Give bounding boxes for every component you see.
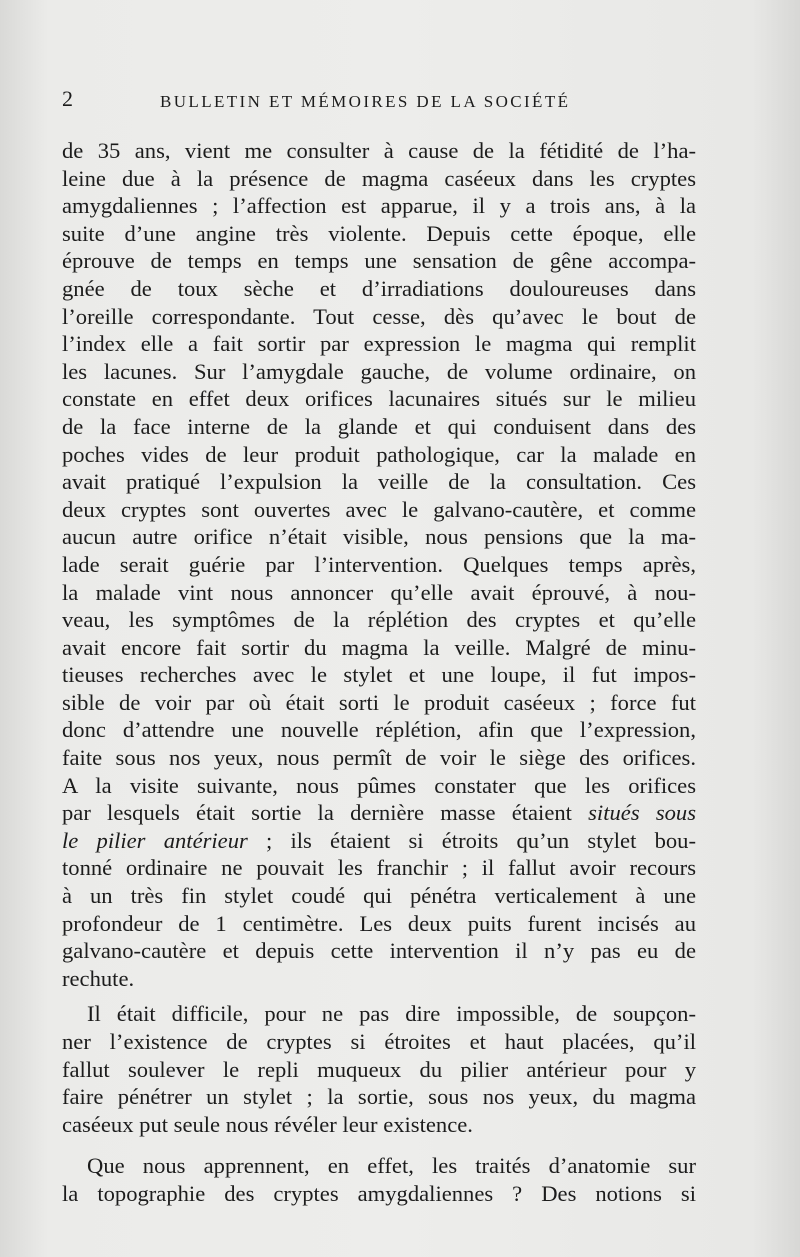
text-line: faite sous nos yeux, nous permît de voir le siège des orifices. — [62, 745, 696, 771]
text-line: de 35 ans, vient me consulter à cause de la fétidité de l’ha- — [62, 138, 696, 163]
text-line: avait encore fait sortir du magma la veille. Malgré de minu- — [62, 634, 696, 660]
text-line: deux cryptes sont ouvertes avec le galvano-cautère, et comme — [62, 496, 696, 522]
text-line: les lacunes. Sur l’amygdale gauche, de volume ordinaire, on — [62, 358, 696, 384]
text-line: de la face interne de la glande et qui conduisent dans des — [62, 413, 696, 439]
text-line: tieuses recherches avec le stylet et une loupe, il fut impos- — [62, 662, 696, 688]
text-line: A la visite suivante, nous pûmes constater que les orifices — [62, 772, 696, 798]
paragraph-gap — [62, 992, 696, 1000]
paragraph-1 — [62, 137, 696, 992]
text-span: ; ils étaient si étroits qu’un stylet bou- — [247, 827, 696, 853]
text-line: gnée de toux sèche et d’irradiations douloureuses dans — [62, 275, 696, 301]
text-line: lade serait guérie par l’intervention. Quelques temps après, — [62, 551, 696, 577]
text-line: Il était difficile, pour ne pas dire impossible, de soupçon- — [87, 1001, 696, 1027]
text-line: constate en effet deux orifices lacunaires situés sur le milieu — [62, 386, 696, 412]
text-line: poches vides de leur produit pathologique, car la malade en — [62, 441, 696, 467]
text-line: faire pénétrer un stylet ; la sortie, sous nos yeux, du magma — [62, 1084, 696, 1110]
text-line: tonné ordinaire ne pouvait les franchir ; il fallut avoir recours — [62, 855, 696, 881]
text-line: l’index elle a fait sortir par expression le magma qui remplit — [62, 331, 696, 357]
page-header — [62, 86, 704, 116]
text-line: galvano-cautère et depuis cette intervention il n’y pas eu de — [62, 938, 696, 964]
text-line: rechute. — [62, 965, 135, 991]
text-line-mixed — [62, 799, 696, 827]
text-line: éprouve de temps en temps une sensation de gêne accompa- — [62, 248, 696, 274]
italic-span: situés sous — [588, 800, 696, 826]
text-line: amygdaliennes ; l’affection est apparue, il y a trois ans, à la — [62, 193, 696, 219]
text-line: donc d’attendre une nouvelle réplétion, afin que l’expression, — [62, 717, 696, 743]
text-line: fallut soulever le repli muqueux du pilier antérieur pour y — [62, 1056, 696, 1082]
text-line: leine due à la présence de magma caséeux dans les cryptes — [62, 165, 696, 191]
text-line: veau, les symptômes de la réplétion des cryptes et qu’elle — [62, 607, 696, 633]
text-line: caséeux put seule nous révéler leur existence. — [62, 1111, 473, 1137]
text-line: profondeur de 1 centimètre. Les deux puits furent incisés au — [62, 910, 696, 936]
text-line: ner l’existence de cryptes si étroites et haut placées, qu’il — [62, 1029, 696, 1054]
text-line: la malade vint nous annoncer qu’elle avait éprouvé, à nou- — [62, 579, 696, 605]
text-line: aucun autre orifice n’était visible, nous pensions que la ma- — [62, 524, 696, 550]
paragraph-2 — [62, 1000, 696, 1138]
text-line: Que nous apprennent, en effet, les traités d’anatomie sur — [87, 1153, 696, 1179]
text-line: l’oreille correspondante. Tout cesse, dès qu’avec le bout de — [62, 303, 696, 329]
italic-span: le pilier antérieur — [62, 827, 248, 853]
page-number: 2 — [62, 86, 73, 111]
text-line-mixed — [62, 827, 696, 855]
text-span: par lesquels était sortie la dernière masse étaient — [62, 800, 589, 826]
text-line: la topographie des cryptes amygdaliennes ? Des notions si — [62, 1180, 696, 1206]
running-head: BULLETIN ET MÉMOIRES DE LA SOCIÉTÉ — [160, 92, 571, 111]
body-text — [62, 137, 696, 1208]
text-line: à un très fin stylet coudé qui pénétra verticalement à une — [62, 883, 696, 909]
paragraph-gap — [62, 1138, 696, 1152]
text-line: avait pratiqué l’expulsion la veille de la consultation. Ces — [62, 469, 696, 495]
text-line: suite d’une angine très violente. Depuis cette époque, elle — [62, 220, 696, 246]
paragraph-3 — [62, 1152, 696, 1207]
text-line: sible de voir par où était sorti le produit caséeux ; force fut — [62, 689, 696, 715]
